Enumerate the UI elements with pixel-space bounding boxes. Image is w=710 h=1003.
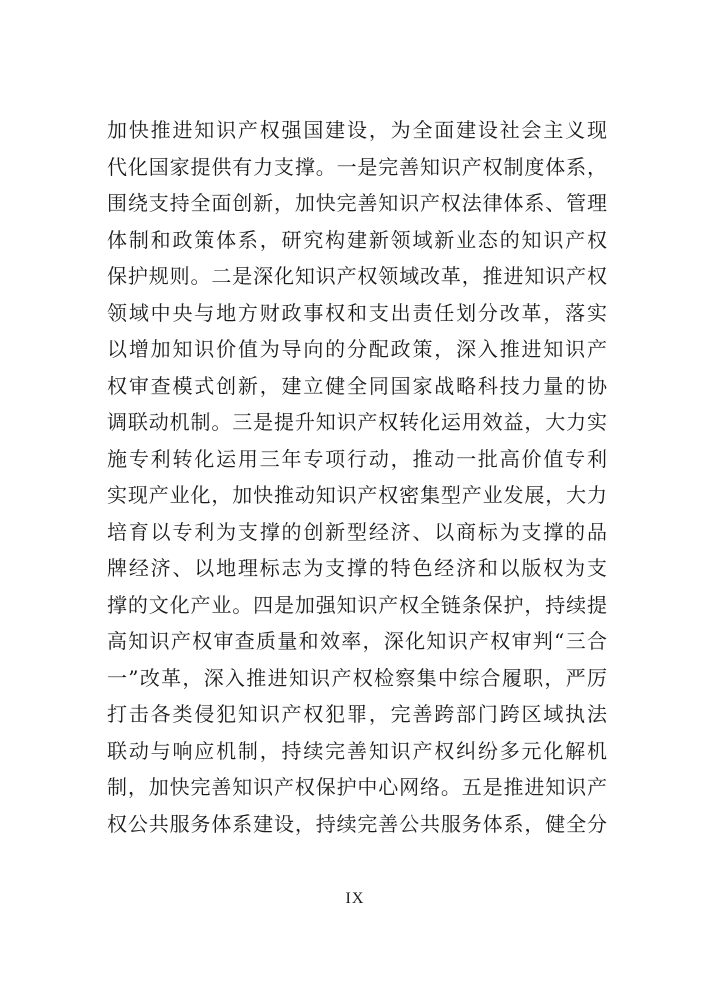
text-line: 牌经济、以地理标志为支撑的特色经济和以版权为支 (107, 556, 607, 580)
text-line: 培育以专利为支撑的创新型经济、以商标为支撑的品 (107, 519, 607, 544)
text-line: 高知识产权审查质量和效率，深化知识产权审判“三合 (107, 629, 607, 653)
body-paragraph (107, 112, 607, 842)
text-line: 实现产业化，加快推动知识产权密集型产业发展，大力 (107, 483, 607, 507)
text-line: 领域中央与地方财政事权和支出责任划分改革，落实 (107, 300, 607, 325)
text-line: 以增加知识价值为导向的分配政策，深入推进知识产 (107, 337, 607, 361)
text-line: 制，加快完善知识产权保护中心网络。五是推进知识产 (107, 775, 607, 799)
text-line: 体制和政策体系，研究构建新领域新业态的知识产权 (107, 227, 607, 252)
text-line: 代化国家提供有力支撑。一是完善知识产权制度体系， (107, 154, 607, 179)
text-line: 保护规则。二是深化知识产权领域改革，推进知识产权 (107, 264, 607, 288)
text-line: 施专利转化运用三年专项行动，推动一批高价值专利 (107, 446, 607, 471)
page-number: IX (345, 890, 365, 907)
text-line: 撑的文化产业。四是加强知识产权全链条保护，持续提 (107, 592, 607, 617)
text-line: 围绕支持全面创新，加快完善知识产权法律体系、管理 (107, 191, 607, 215)
text-line: 联动与响应机制，持续完善知识产权纠纷多元化解机 (107, 738, 607, 763)
text-line: 加快推进知识产权强国建设，为全面建设社会主义现 (107, 118, 607, 142)
text-line: 一”改革，深入推进知识产权检察集中综合履职，严厉 (107, 665, 607, 690)
text-line: 权审查模式创新，建立健全同国家战略科技力量的协 (107, 373, 607, 398)
text-line: 调联动机制。三是提升知识产权转化运用效益，大力实 (107, 410, 607, 434)
text-line: 权公共服务体系建设，持续完善公共服务体系，健全分 (107, 811, 607, 836)
text-line: 打击各类侵犯知识产权犯罪，完善跨部门跨区域执法 (107, 702, 607, 726)
